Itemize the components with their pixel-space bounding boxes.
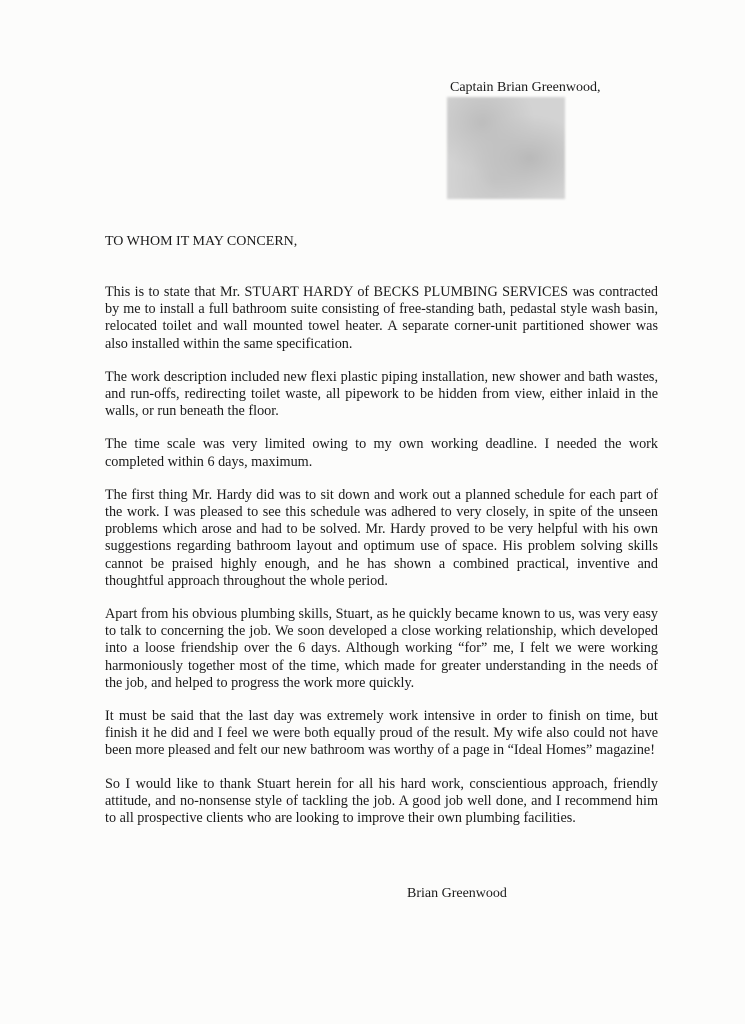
salutation: TO WHOM IT MAY CONCERN, — [105, 234, 298, 249]
paragraph: Apart from his obvious plumbing skills, Stuart, as he quickly became known to us, was very easy to talk to concerning the job. We soon developed a close working relationship, which developed into a loose friendship over the 6 days. Although working “for” me, I felt we were working harmoniously together most of the time, which made for greater understanding in the needs of the job, and helped to progress the work more quickly. — [105, 606, 658, 691]
letter-body — [105, 284, 658, 843]
paragraph: It must be said that the last day was extremely work intensive in order to finish on time, but finish it he did and I feel we were both equally proud of the result. My wife also could not have been more pleased and felt our new bathroom was worthy of a page in “Ideal Homes” magazine! — [105, 708, 658, 759]
paragraph: The work description included new flexi plastic piping installation, new shower and bath wastes, and run-offs, redirecting toilet waste, all pipework to be hidden from view, either inlaid in the walls, or run beneath the floor. — [105, 368, 658, 420]
paragraph: The first thing Mr. Hardy did was to sit down and work out a planned schedule for each part of the work. I was pleased to see this schedule was adhered to very closely, in spite of the unseen problems which arose and had to be solved. Mr. Hardy proved to be very helpful with his own suggestions regarding bathroom layout and optimum use of space. His problem solving skills cannot be praised highly enough, and he has shown a combined practical, inventive and thoughtful approach throughout the whole period. — [105, 486, 658, 589]
redacted-address-block — [447, 97, 565, 199]
sender-name: Captain Brian Greenwood, — [450, 80, 601, 95]
paragraph: The time scale was very limited owing to my own working deadline. I needed the work completed within 6 days, maximum. — [105, 436, 658, 470]
paragraph: This is to state that Mr. STUART HARDY of BECKS PLUMBING SERVICES was contracted by me to install a full bathroom suite consisting of free-standing bath, pedastal style wash basin, relocated toilet and wall mounted towel heater. A separate corner-unit partitioned shower was also installed within the same specification. — [105, 284, 658, 352]
signature-name: Brian Greenwood — [407, 886, 507, 901]
paragraph: So I would like to thank Stuart herein for all his hard work, conscientious approach, friendly attitude, and no-nonsense style of tackling the job. A good job well done, and I recommend him to all prospective clients who are looking to improve their own plumbing facilities. — [105, 775, 658, 827]
